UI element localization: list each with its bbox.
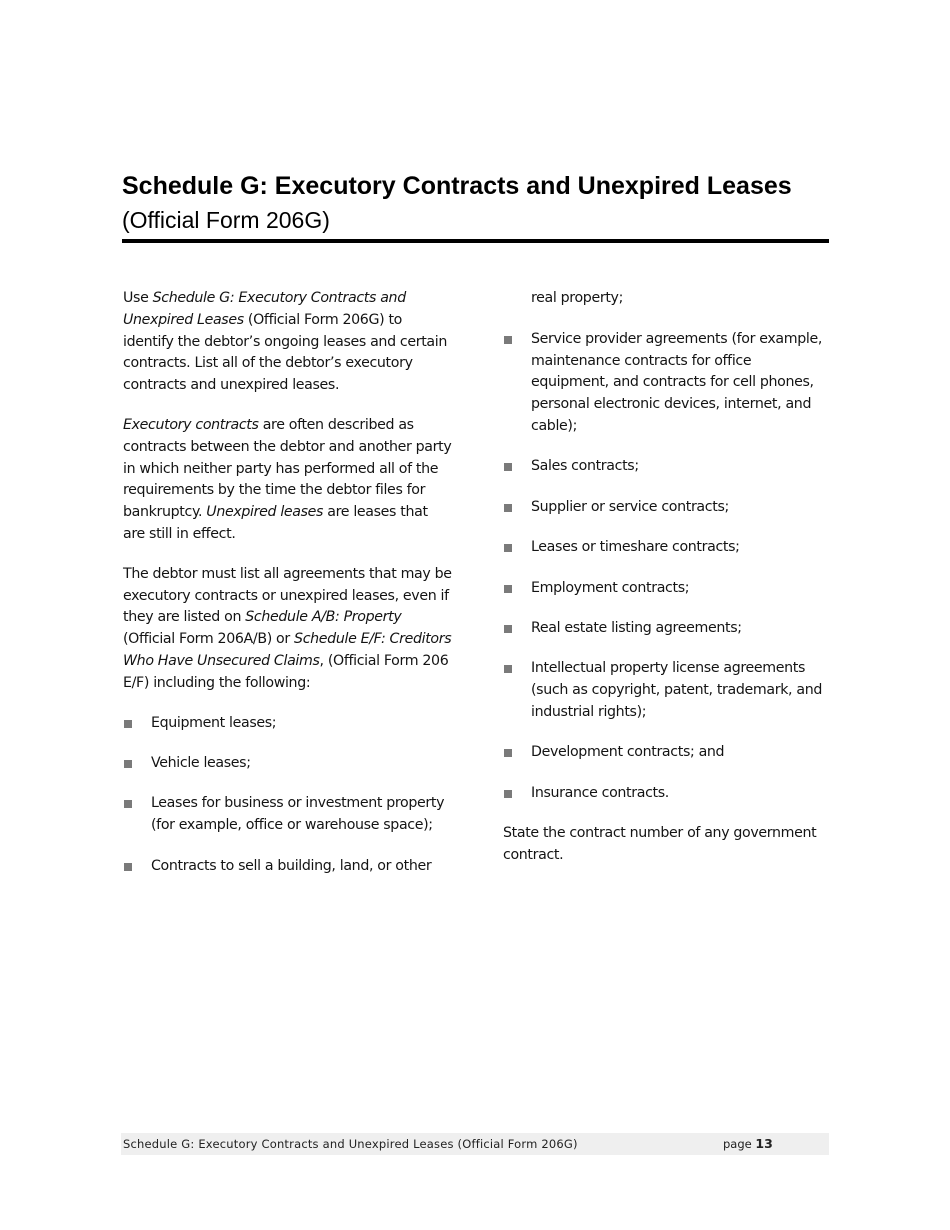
list-item [123, 856, 453, 878]
list-item-text: Leases or timeshare contracts; [531, 539, 740, 556]
term-unexpired-leases: Unexpired leases [206, 504, 324, 521]
list-item [503, 497, 833, 519]
list-item [503, 578, 833, 600]
bullet-square-icon [504, 665, 512, 673]
intro-paragraph [123, 288, 453, 397]
bullet-square-icon [124, 720, 132, 728]
definition-text-1: are often described as contracts between the debtor and another party in which neither party has performed all of the requirements by the time the debtor files for bankruptcy. [123, 416, 452, 521]
list-item [503, 537, 833, 559]
bullet-square-icon [504, 544, 512, 552]
page-label: page [723, 1137, 752, 1151]
requirements-text-1: The debtor must list all agreements that may be executory contracts or unexpired leases, even if they are listed on [123, 565, 452, 626]
list-item [503, 618, 833, 640]
bullet-square-icon [504, 504, 512, 512]
list-item-text: Supplier or service contracts; [531, 498, 729, 515]
list-item-text: Insurance contracts. [531, 784, 669, 801]
intro-text-1: Use [123, 290, 153, 306]
intro-form-name: Schedule G: Executory Contracts and Unexpired Leases [123, 290, 406, 328]
page-title-main: Schedule G: Executory Contracts and Unexpired Leases [122, 172, 792, 200]
list-item-text: Leases for business or investment property (for example, office or warehouse space); [151, 795, 445, 834]
definition-text-2: are leases that are still in effect. [123, 504, 428, 542]
term-executory-contracts: Executory contracts [123, 416, 259, 433]
title-divider [122, 239, 829, 243]
definition-paragraph [123, 415, 453, 546]
page-footer [121, 1133, 829, 1155]
page-title [122, 169, 828, 237]
list-item-text: Vehicle leases; [151, 754, 251, 771]
footer-title: Schedule G: Executory Contracts and Unexpired Leases (Official Form 206G) [123, 1137, 578, 1151]
requirements-paragraph [123, 564, 453, 695]
bullet-square-icon [124, 800, 132, 808]
list-item [503, 329, 833, 438]
closing-paragraph: State the contract number of any government contract. [503, 825, 817, 863]
page-title-form: (Official Form 206G) [122, 207, 330, 233]
bullet-square-icon [124, 760, 132, 768]
schedule-ab-name: Schedule A/B: Property [245, 609, 402, 626]
list-item [123, 713, 453, 735]
list-item-text: Contracts to sell a building, land, or other [151, 857, 432, 874]
list-item-text: Service provider agreements (for example, maintenance contracts for office equipment, and contracts for cell phones, personal electronic devices, internet, and cable); [531, 330, 823, 434]
requirements-text-2: (Official Form 206A/B) or [123, 631, 295, 648]
bullet-square-icon [504, 585, 512, 593]
page-number [723, 1133, 773, 1155]
intro-text-2: (Official Form 206G) to identify the debtor’s ongoing leases and certain contracts. List all of the debtor’s executory contracts and unexpired leases. [123, 311, 447, 394]
list-item-text: Equipment leases; [151, 714, 277, 731]
list-item [503, 742, 833, 764]
list-item [123, 793, 453, 837]
list-item-text: Development contracts; and [531, 744, 725, 761]
list-item-text: Intellectual property license agreements (such as copyright, patent, trademark, and industrial rights); [531, 660, 823, 720]
list-item [123, 753, 453, 775]
list-item-text: Real estate listing agreements; [531, 619, 742, 636]
right-column [503, 288, 833, 885]
requirements-text-3: , (Official Form 206 E/F) including the following: [123, 652, 449, 691]
list-item [503, 783, 833, 805]
left-column [123, 288, 453, 896]
page-number-value: 13 [755, 1136, 773, 1151]
bullet-square-icon [504, 463, 512, 471]
bullet-square-icon [504, 625, 512, 633]
list-item [503, 658, 833, 723]
schedule-ef-name: Schedule E/F: Creditors Who Have Unsecured Claims [123, 631, 452, 669]
list-item-text: Employment contracts; [531, 579, 690, 596]
list-item [503, 456, 833, 478]
list-item-text: Sales contracts; [531, 458, 639, 475]
agreement-list-left [123, 713, 453, 878]
bullet-square-icon [124, 863, 132, 871]
bullet-square-icon [504, 336, 512, 344]
bullet-square-icon [504, 790, 512, 798]
agreement-list-right [503, 329, 833, 805]
bullet-square-icon [504, 749, 512, 757]
list-item-continuation: real property; [531, 290, 624, 306]
